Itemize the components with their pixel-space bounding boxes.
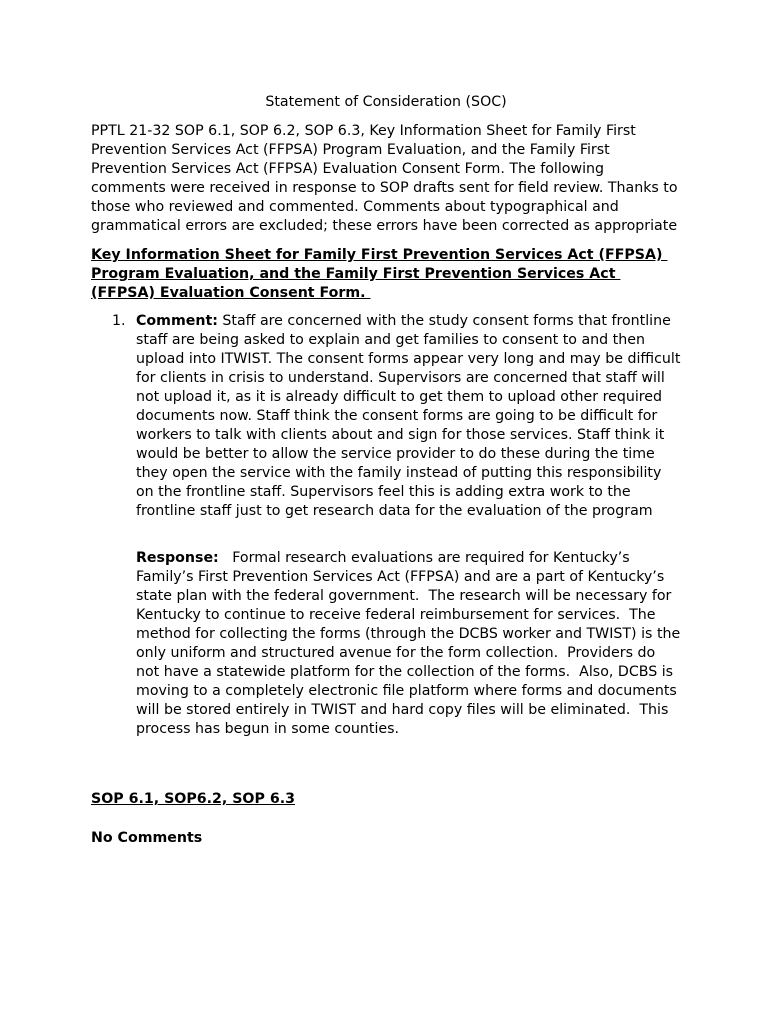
section-heading-sop: SOP 6.1, SOP6.2, SOP 6.3 xyxy=(91,791,295,807)
intro-paragraph: PPTL 21-32 SOP 6.1, SOP 6.2, SOP 6.3, Key Information Sheet for Family First Prevention Services Act (FFPSA) Program Evaluation, and the Family First Prevention Services Act (FFPSA) Evaluation Consent Form. The following comments were received in response to SOP drafts sent for field review. Thanks to those who reviewed and commented. Comments about typographical and grammatical errors are excluded; these errors have been corrected as appropriate xyxy=(91,123,678,234)
no-comments-text: No Comments xyxy=(91,830,203,846)
document-title: Statement of Consideration (SOC) xyxy=(265,94,507,110)
response-text: Formal research evaluations are required for Kentucky’s Family’s First Prevention Services Act (FFPSA) and are a part of Kentucky’s state plan with the federal government. The research will be necessary for Kentucky to continue to receive federal reimbursement for services. The method for collecting the forms (through the DCBS worker and TWIST) is the only uniform and structured avenue for the form collection. Providers do not have a statewide platform for the collection of the forms. Also, DCBS is moving to a completely electronic file platform where forms and documents will be stored entirely in TWIST and hard copy files will be eliminated. This process has begun in some counties. xyxy=(136,550,685,737)
comment-list xyxy=(91,312,685,739)
comment-number: 1. xyxy=(112,313,126,329)
document-page xyxy=(91,93,685,848)
response-label: Response: xyxy=(136,550,219,566)
section-heading-key-information-sheet: Key Information Sheet for Family First Prevention Services Act (FFPSA) Program Evaluation, and the Family First Prevention Services Act (FFPSA) Evaluation Consent Form. xyxy=(91,247,668,301)
comment-paragraph xyxy=(136,312,681,521)
list-item xyxy=(91,312,685,739)
comment-text: Staff are concerned with the study consent forms that frontline staff are being asked to explain and get families to consent to and then upload into ITWIST. The consent forms appear very long and may be difficult for clients in crisis to understand. Supervisors are concerned that staff will not upload it, as it is already difficult to get them to upload other required documents now. Staff think the consent forms are going to be difficult for workers to talk with clients about and sign for those services. Staff think it would be better to allow the service provider to do these during the time they open the service with the family instead of putting this responsibility on the frontline staff. Supervisors feel this is adding extra work to the frontline staff just to get research data for the evaluation of the program xyxy=(136,313,681,519)
comment-label: Comment: xyxy=(136,313,218,329)
response-paragraph xyxy=(136,549,685,739)
